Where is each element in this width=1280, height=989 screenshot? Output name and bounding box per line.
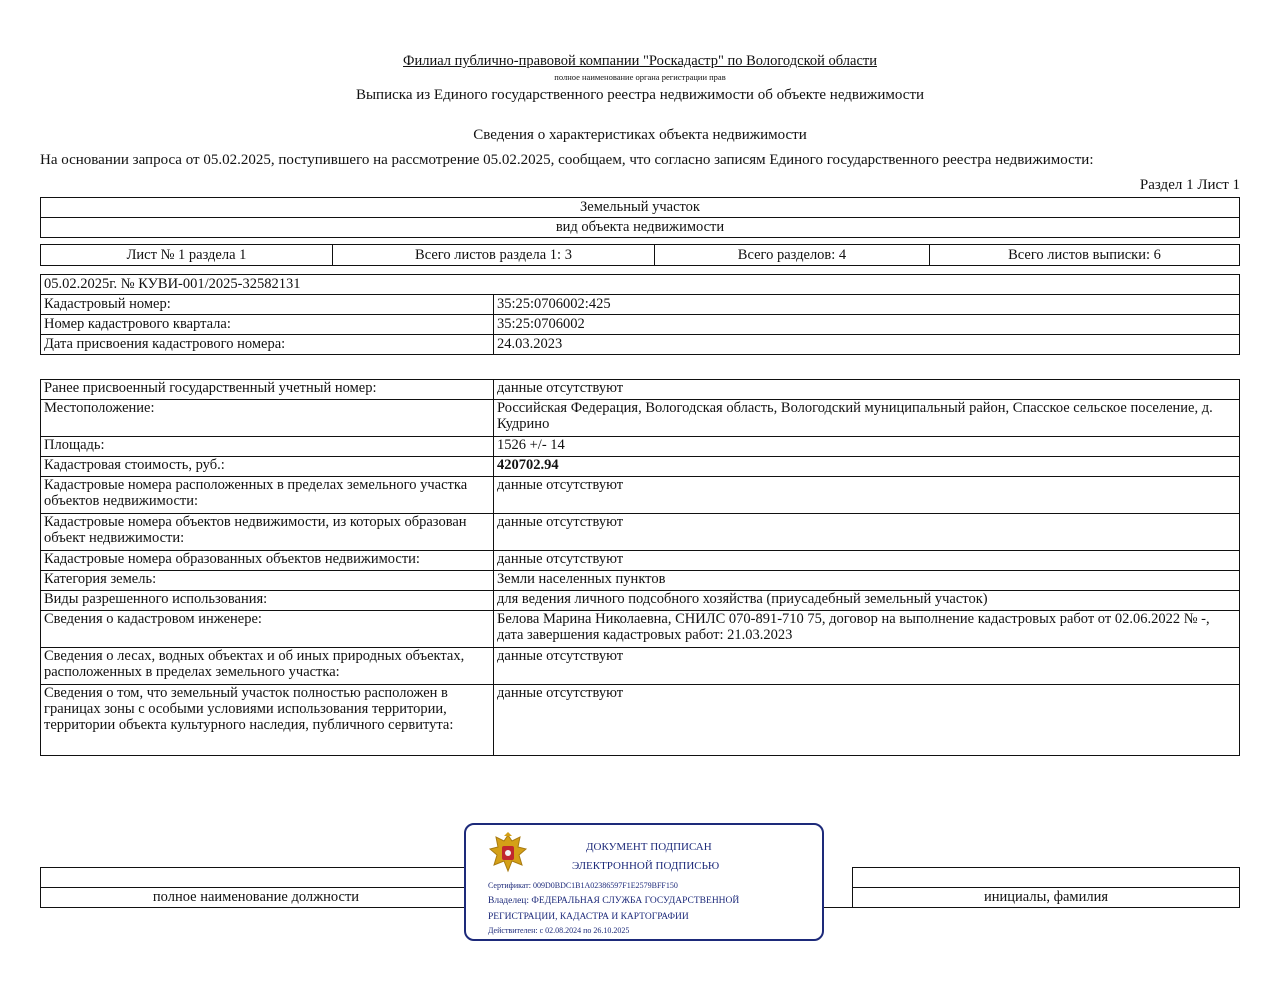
detail-value: для ведения личного подсобного хозяйства (приусадебный земельный участок) [494, 591, 1240, 611]
document-title: Выписка из Единого государственного реестра недвижимости об объекте недвижимости [355, 87, 925, 103]
section-title: Сведения о характеристиках объекта недвижимости [473, 127, 807, 143]
detail-label: Сведения о кадастровом инженере: [41, 611, 494, 648]
detail-value: данные отсутствуют [494, 685, 1240, 756]
name-line [853, 868, 1240, 888]
stamp-line1: ДОКУМЕНТ ПОДПИСАН [586, 841, 712, 853]
cadastral-number-label: Кадастровый номер: [41, 295, 494, 315]
identification-table [40, 274, 1240, 355]
detail-value: 1526 +/- 14 [494, 437, 1240, 457]
detail-value: данные отсутствуют [494, 551, 1240, 571]
stamp-owner: Владелец: ФЕДЕРАЛЬНАЯ СЛУЖБА ГОСУДАРСТВЕННОЙ [488, 896, 740, 906]
stamp-validity: Действителен: с 02.08.2024 по 26.10.2025 [488, 926, 630, 935]
electronic-signature-stamp [464, 823, 824, 941]
detail-label: Кадастровые номера объектов недвижимости, из которых образован объект недвижимости: [41, 514, 494, 551]
detail-value: данные отсутствуют [494, 477, 1240, 514]
stamp-line2: ЭЛЕКТРОННОЙ ПОДПИСЬЮ [572, 860, 720, 872]
request-basis-text: На основании запроса от 05.02.2025, поступившего на рассмотрение 05.02.2025, сообщаем, что согласно записям Единого государственного реестра недвижимости: [40, 152, 1094, 168]
sheet-number: Лист № 1 раздела 1 [41, 245, 333, 266]
detail-label: Виды разрешенного использования: [41, 591, 494, 611]
cadastral-quarter-value: 35:25:0706002 [494, 315, 1240, 335]
cadastral-number-value: 35:25:0706002:425 [494, 295, 1240, 315]
detail-value: данные отсутствуют [494, 514, 1240, 551]
object-type-caption: вид объекта недвижимости [41, 218, 1240, 238]
position-line [41, 868, 472, 888]
detail-label: Кадастровые номера расположенных в пределах земельного участка объектов недвижимости: [41, 477, 494, 514]
characteristics-table [40, 379, 1240, 756]
detail-label: Площадь: [41, 437, 494, 457]
stamp-certificate: Сертификат: 009D0BDC1B1A02386597F1E2579BFF150 [488, 881, 678, 890]
detail-label: Местоположение: [41, 400, 494, 437]
position-caption: полное наименование должности [41, 888, 472, 908]
sheet-info-table [40, 244, 1240, 266]
detail-label: Кадастровая стоимость, руб.: [41, 457, 494, 477]
section-sheet-label: Раздел 1 Лист 1 [1139, 177, 1240, 193]
detail-value: Российская Федерация, Вологодская область, Вологодский муниципальный район, Спасское сельское поселение, д. Кудрино [494, 400, 1240, 437]
name-caption: инициалы, фамилия [853, 888, 1240, 908]
organization-title: Филиал публично-правовой компании "Роскадастр" по Вологодской области [403, 53, 877, 69]
detail-value: Земли населенных пунктов [494, 571, 1240, 591]
total-sheets-extract: Всего листов выписки: 6 [930, 245, 1240, 266]
detail-value: данные отсутствуют [494, 380, 1240, 400]
detail-label: Ранее присвоенный государственный учетный номер: [41, 380, 494, 400]
total-sections: Всего разделов: 4 [655, 245, 930, 266]
detail-value: Белова Марина Николаевна, СНИЛС 070-891-710 75, договор на выполнение кадастровых работ от 02.06.2022 № -, дата завершения кадастровых работ: 21.03.2023 [494, 611, 1240, 648]
extract-number: 05.02.2025г. № КУВИ-001/2025-32582131 [41, 275, 1240, 295]
assignment-date-value: 24.03.2023 [494, 335, 1240, 355]
detail-label: Кадастровые номера образованных объектов недвижимости: [41, 551, 494, 571]
object-type: Земельный участок [41, 198, 1240, 218]
stamp-owner-cont: РЕГИСТРАЦИИ, КАДАСТРА И КАРТОГРАФИИ [488, 912, 689, 922]
object-type-table [40, 197, 1240, 238]
detail-label: Категория земель: [41, 571, 494, 591]
total-sheets-section: Всего листов раздела 1: 3 [333, 245, 655, 266]
cadastral-quarter-label: Номер кадастрового квартала: [41, 315, 494, 335]
detail-value: 420702.94 [494, 457, 1240, 477]
organization-caption: полное наименование органа регистрации прав [554, 72, 726, 82]
detail-label: Сведения о том, что земельный участок полностью расположен в границах зоны с особыми условиями использования территории, территории объекта культурного наследия, публичного сервитута: [41, 685, 494, 756]
russian-coat-of-arms-icon [486, 831, 530, 875]
assignment-date-label: Дата присвоения кадастрового номера: [41, 335, 494, 355]
detail-label: Сведения о лесах, водных объектах и об иных природных объектах, расположенных в пределах земельного участка: [41, 648, 494, 685]
detail-value: данные отсутствуют [494, 648, 1240, 685]
